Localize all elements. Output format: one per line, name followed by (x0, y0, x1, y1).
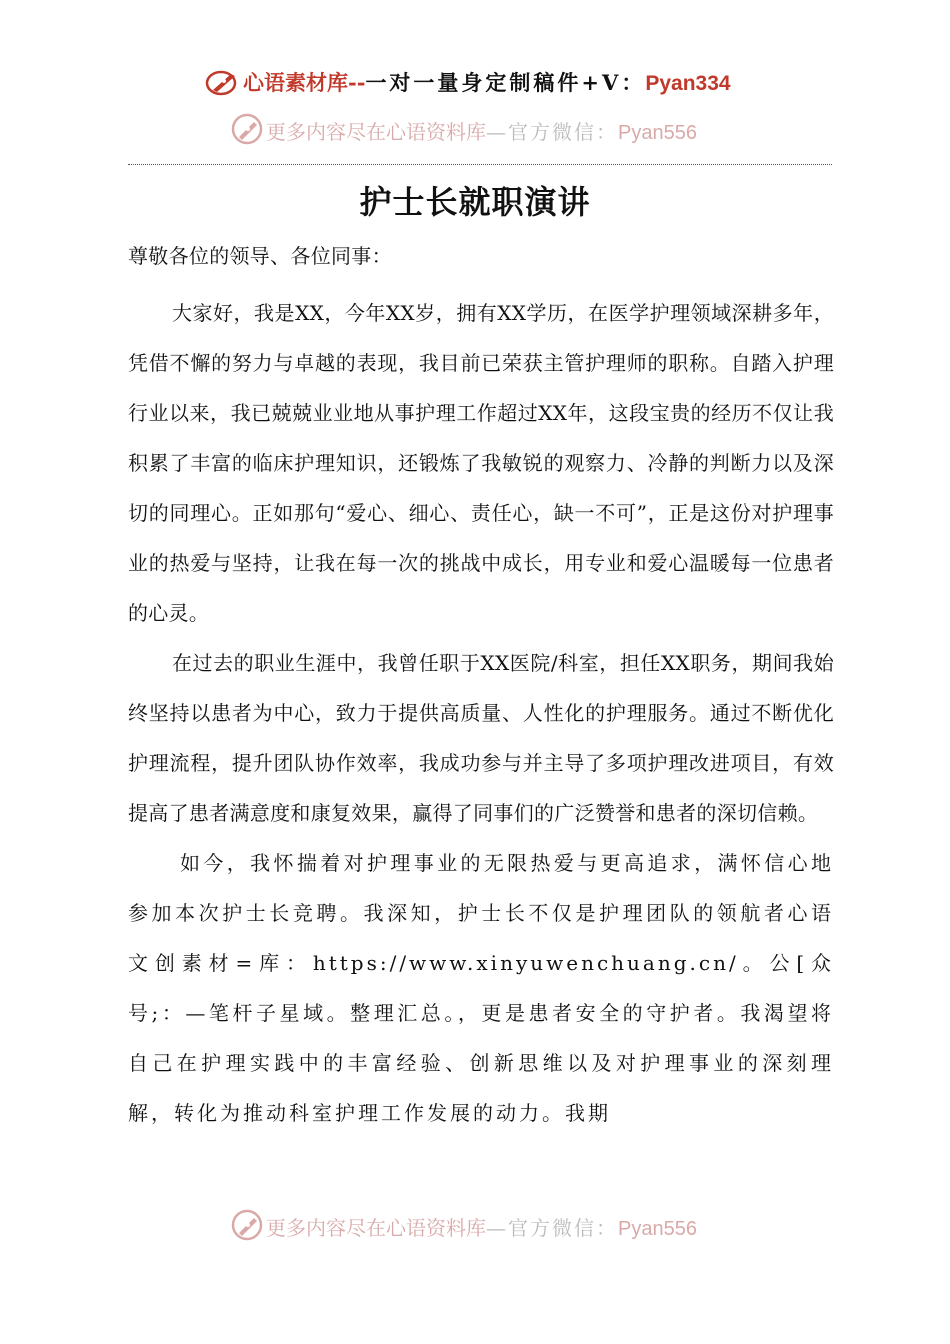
top-header-text (243, 68, 731, 99)
paragraph-3: 如今，我怀揣着对护理事业的无限热爱与更高追求，满怀信心地参加本次护士长竞聘。我深知，护士长不仅是护理团队的领航者心语文创素材=库：https://www.xinyuwenchuang.cn/。公[众号;：—笔杆子星域。整理汇总。，更是患者安全的守护者。我渴望将自己在护理实践中的丰富经验、创新思维以及对护理事业的深刻理解，转化为推动科室护理工作发展的动力。我期 (128, 851, 834, 1125)
header-divider (128, 164, 832, 165)
pen-nib-logo-icon (205, 66, 241, 102)
document-body (128, 238, 834, 1138)
sub-header-label: 更多内容尽在心语资料库 (266, 120, 486, 144)
paragraph-1: 大家好，我是XX，今年XX岁，拥有XX学历，在医学护理领域深耕多年，凭借不懈的努力与卓越的表现，我目前已荣获主管护理师的职称。自踏入护理行业以来，我已兢兢业业地从事护理工作超过XX年，这段宝贵的经历不仅让我积累了丰富的临床护理知识，还锻炼了我敏锐的观察力、冷静的判断力以及深切的同理心。正如那句“爱心、细心、责任心，缺一不可”，正是这份对护理事业的热爱与坚持，让我在每一次的挑战中成长，用专业和爱心温暖每一位患者的心灵。 (128, 301, 834, 625)
sub-header-watermark (230, 112, 750, 152)
sub-header-wechat-id: Pyan556 (618, 122, 697, 144)
brand-name: 心语素材库 (243, 70, 348, 95)
top-header (205, 64, 765, 104)
header-slogan: 一对一量身定制稿件+V： (365, 70, 646, 95)
footer-middle: —官方微信： (486, 1216, 618, 1240)
header-wechat-id: Pyan334 (645, 72, 731, 95)
footer-wechat-id: Pyan556 (618, 1218, 697, 1240)
footer-watermark (230, 1208, 750, 1248)
footer-label: 更多内容尽在心语资料库 (266, 1216, 486, 1240)
paragraph-2: 在过去的职业生涯中，我曾任职于XX医院/科室，担任XX职务，期间我始终坚持以患者为中心，致力于提供高质量、人性化的护理服务。通过不断优化护理流程，提升团队协作效率，我成功参与并主导了多项护理改进项目，有效提高了患者满意度和康复效果，赢得了同事们的广泛赞誉和患者的深切信赖。 (128, 651, 834, 825)
salutation: 尊敬各位的领导、各位同事： (128, 244, 392, 268)
sub-header-middle: —官方微信： (486, 120, 618, 144)
footer-text (266, 1214, 697, 1243)
pen-nib-logo-icon (230, 112, 264, 150)
sub-header-text (266, 118, 697, 147)
pen-nib-logo-icon (230, 1208, 264, 1246)
document-title: 护士长就职演讲 (359, 183, 591, 221)
header-separator: -- (348, 70, 366, 95)
